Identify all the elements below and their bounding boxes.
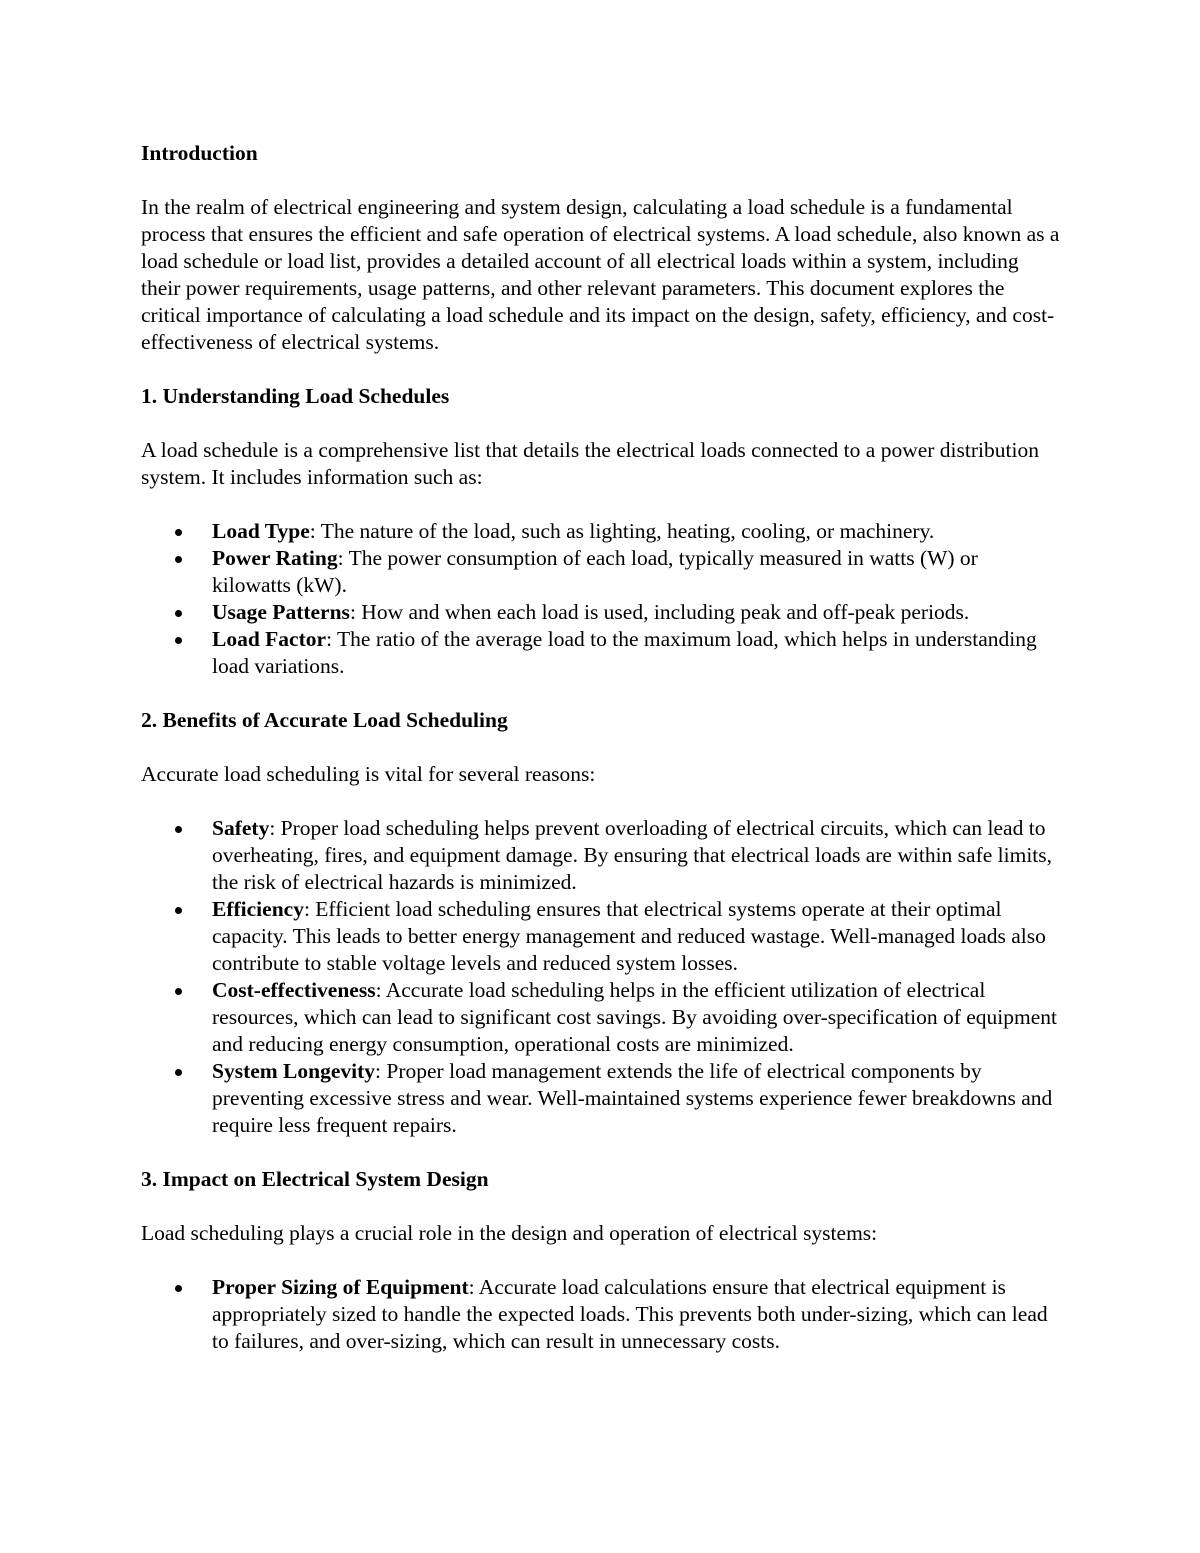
list-item-term: Proper Sizing of Equipment: [212, 1275, 469, 1299]
list-item-term: Efficiency: [212, 897, 304, 921]
section-heading: 3. Impact on Electrical System Design: [141, 1167, 489, 1191]
list-item-term: Load Factor: [212, 627, 327, 651]
section-paragraph: A load schedule is a comprehensive list that details the electrical loads connected to a power distribution system. It includes information such as:: [141, 438, 1039, 489]
list-item: [141, 599, 1061, 626]
section-heading: 1. Understanding Load Schedules: [141, 384, 450, 408]
list-item-term: Usage Patterns: [212, 600, 350, 624]
list-item: [141, 545, 1061, 599]
section-heading: 2. Benefits of Accurate Load Scheduling: [141, 708, 508, 732]
section-benefits-of-accurate-load-scheduling: [141, 707, 1061, 1139]
bullet-icon: [175, 637, 182, 644]
section-understanding-load-schedules: [141, 383, 1061, 680]
bullet-icon: [175, 1285, 182, 1292]
list-item-text: : The nature of the load, such as lighting, heating, cooling, or machinery.: [309, 519, 935, 543]
section-paragraph: In the realm of electrical engineering and system design, calculating a load schedule is a fundamental process that ensures the efficient and safe operation of electrical systems. A load schedule, also known as a load schedule or load list, provides a detailed account of all electrical loads within a system, including their power requirements, usage patterns, and other relevant parameters. This document explores the critical importance of calculating a load schedule and its impact on the design, safety, efficiency, and cost-effectiveness of electrical systems.: [141, 195, 1060, 354]
list-item-term: Load Type: [212, 519, 310, 543]
list-item-text: : Proper load management extends the life of electrical components by preventing excessive stress and wear. Well-maintained systems experience fewer breakdowns and require less frequent repairs.: [212, 1059, 1053, 1137]
bullet-icon: [175, 826, 182, 833]
bullet-icon: [175, 610, 182, 617]
bullet-icon: [175, 1069, 182, 1076]
list-item-term: Power Rating: [212, 546, 338, 570]
list-item-term: System Longevity: [212, 1059, 376, 1083]
bullet-icon: [175, 556, 182, 563]
list-item: [141, 1274, 1061, 1355]
section-introduction: [141, 140, 1061, 356]
section-heading: Introduction: [141, 141, 258, 165]
section-paragraph: Accurate load scheduling is vital for several reasons:: [141, 762, 596, 786]
bullet-list: [141, 518, 1061, 680]
bullet-list: [141, 815, 1061, 1139]
bullet-icon: [175, 907, 182, 914]
bullet-icon: [175, 988, 182, 995]
list-item-text: : How and when each load is used, including peak and off-peak periods.: [349, 600, 970, 624]
list-item-text: : Efficient load scheduling ensures that electrical systems operate at their optimal capacity. This leads to better energy management and reduced wastage. Well-managed loads also contribute to stable voltage levels and reduced system losses.: [212, 897, 1046, 975]
list-item: [141, 626, 1061, 680]
section-paragraph: Load scheduling plays a crucial role in the design and operation of electrical systems:: [141, 1221, 878, 1245]
list-item: [141, 977, 1061, 1058]
list-item: [141, 815, 1061, 896]
list-item: [141, 518, 1061, 545]
list-item-term: Cost-effectiveness: [212, 978, 376, 1002]
bullet-list: [141, 1274, 1061, 1355]
list-item: [141, 896, 1061, 977]
document-page: [141, 140, 1061, 1355]
list-item-text: : The ratio of the average load to the maximum load, which helps in understanding load variations.: [212, 627, 1037, 678]
bullet-icon: [175, 529, 182, 536]
list-item-text: : Accurate load scheduling helps in the efficient utilization of electrical resources, which can lead to significant cost savings. By avoiding over-specification of equipment and reducing energy consumption, operational costs are minimized.: [212, 978, 1057, 1056]
list-item-text: : The power consumption of each load, typically measured in watts (W) or kilowatts (kW).: [212, 546, 978, 597]
list-item: [141, 1058, 1061, 1139]
list-item-text: : Accurate load calculations ensure that electrical equipment is appropriately sized to handle the expected loads. This prevents both under-sizing, which can lead to failures, and over-sizing, which can result in unnecessary costs.: [212, 1275, 1048, 1353]
list-item-term: Safety: [212, 816, 270, 840]
section-impact-on-electrical-system-design: [141, 1166, 1061, 1355]
list-item-text: : Proper load scheduling helps prevent overloading of electrical circuits, which can lead to overheating, fires, and equipment damage. By ensuring that electrical loads are within safe limits, the risk of electrical hazards is minimized.: [212, 816, 1053, 894]
